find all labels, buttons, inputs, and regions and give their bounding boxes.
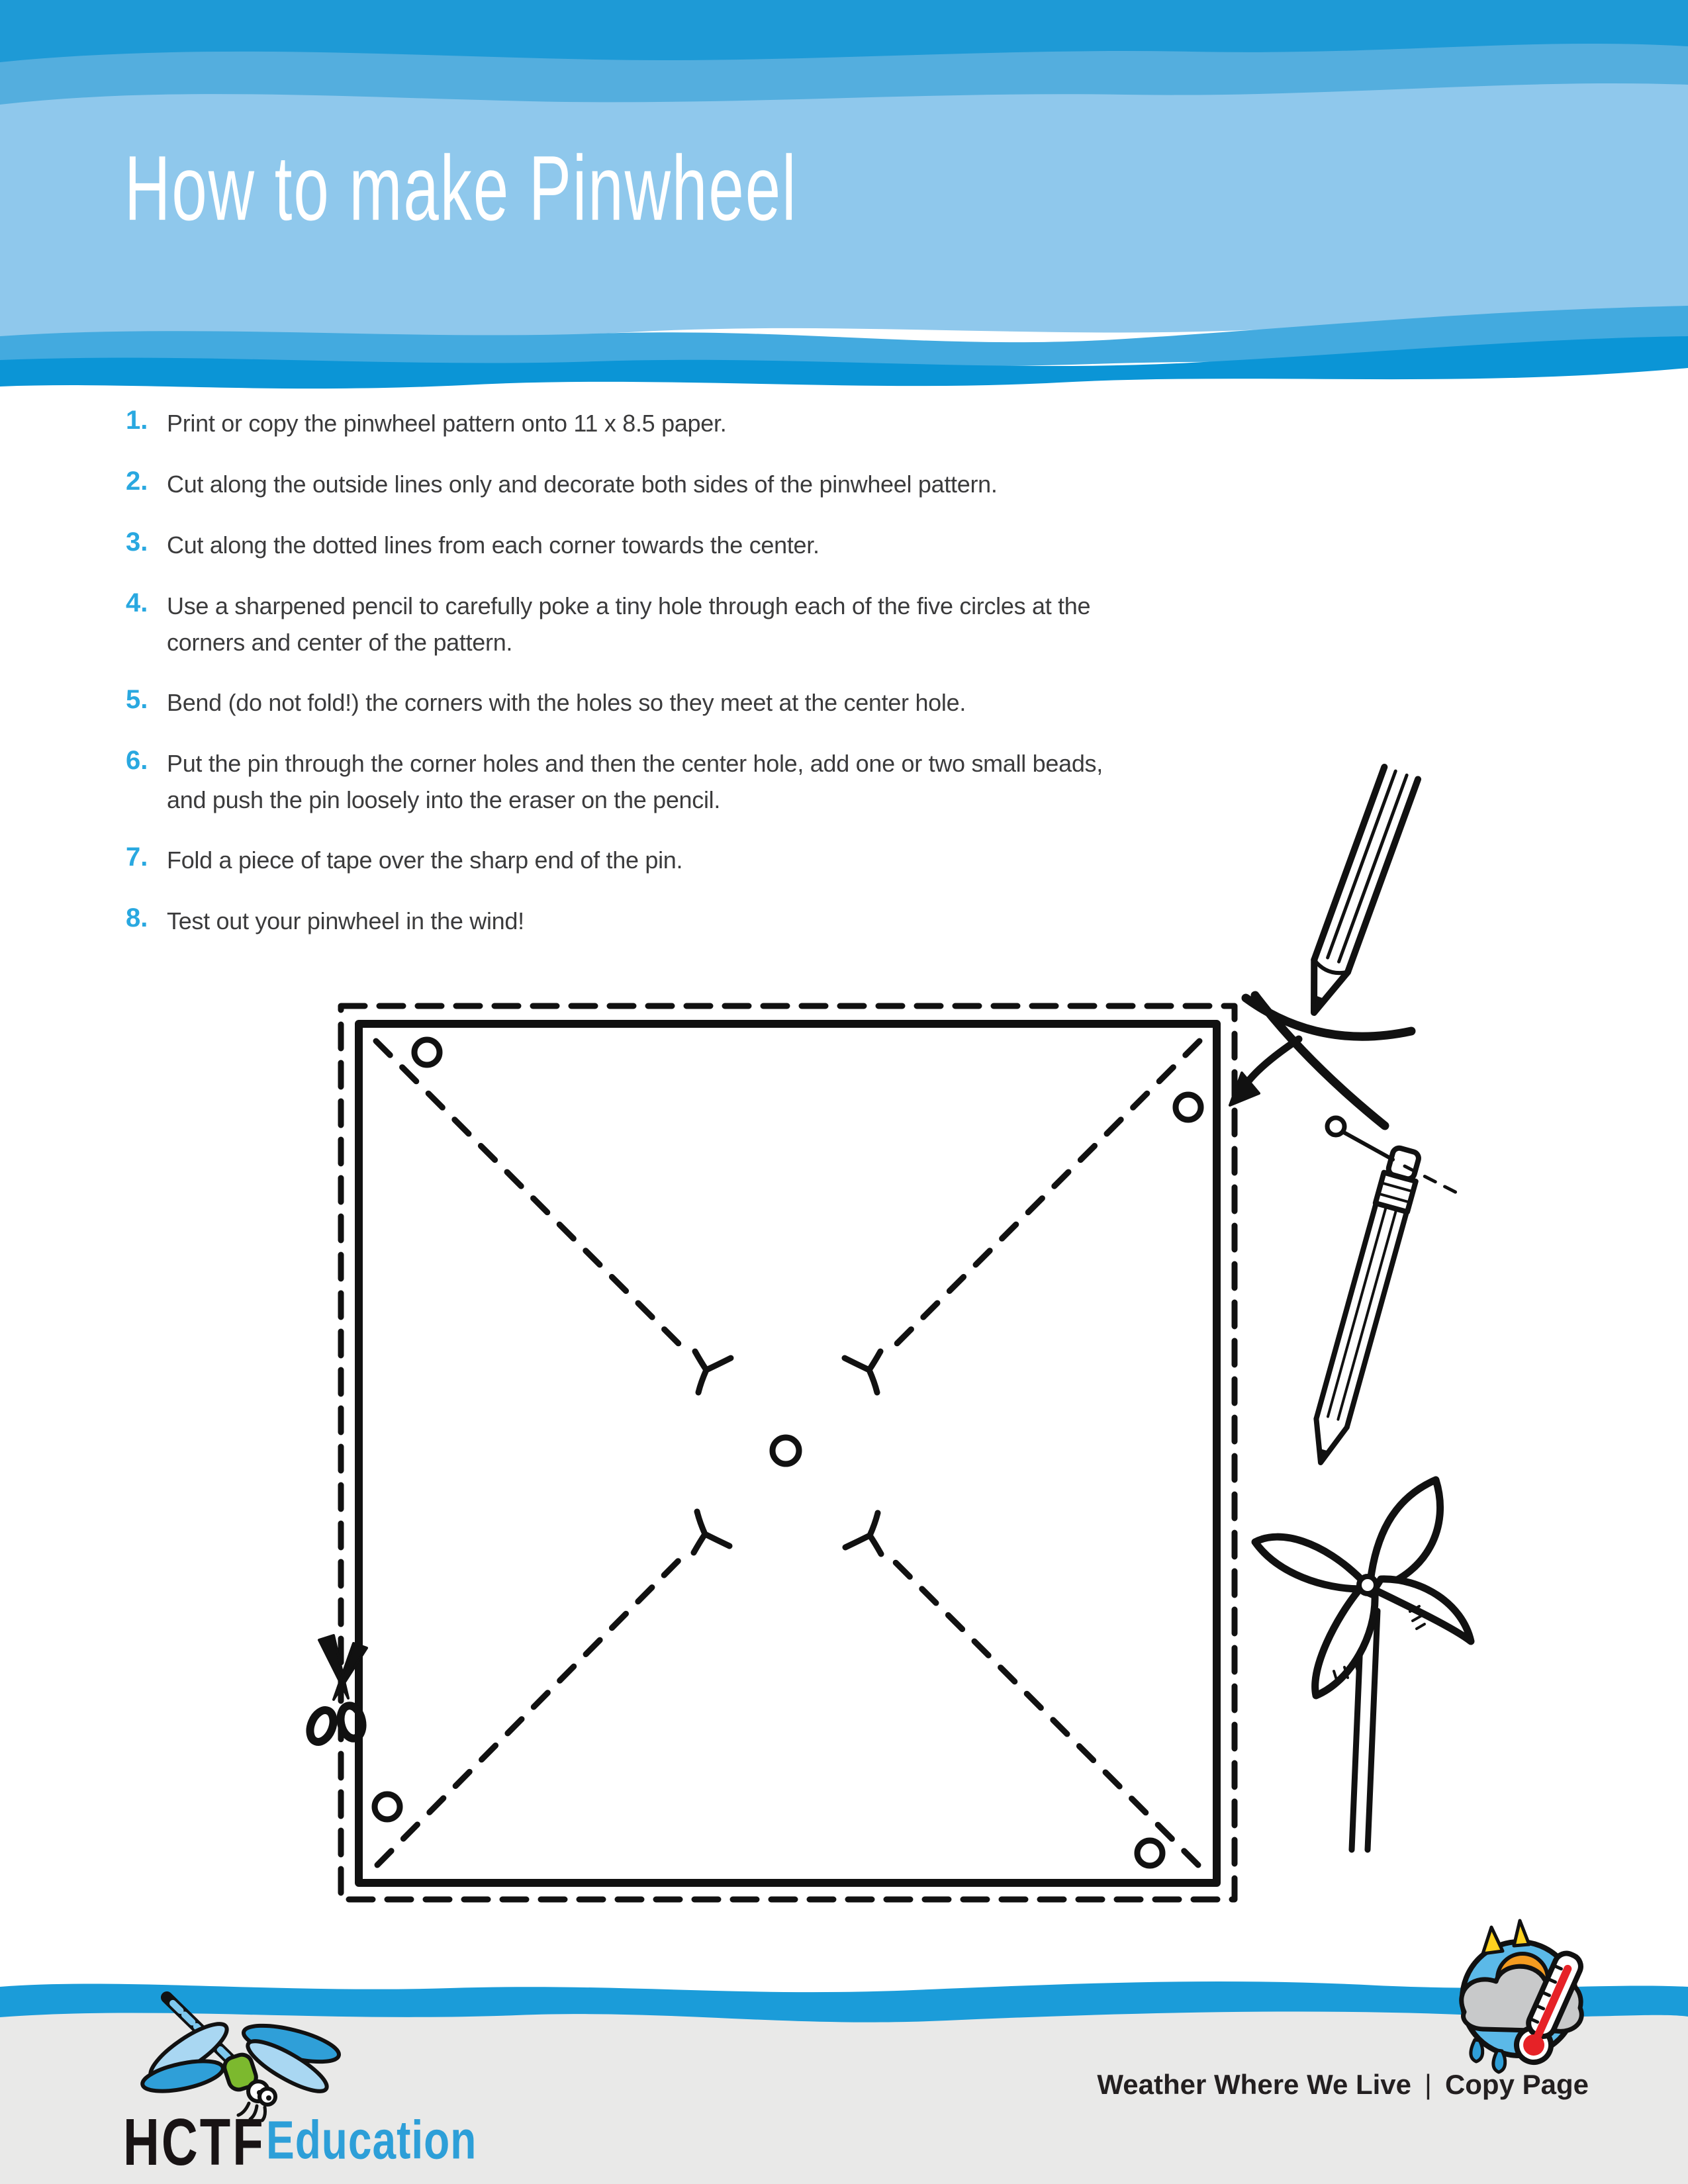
logo-education-text: Education	[266, 2109, 477, 2171]
instruction-item-5	[126, 684, 1238, 721]
diagonal-cut-line	[894, 1041, 1199, 1347]
diagonal-cut-line	[894, 1561, 1198, 1865]
corner-hole	[1176, 1095, 1201, 1120]
item-number: 4.	[126, 588, 148, 617]
instruction-item-1	[126, 405, 1238, 441]
corner-hole	[414, 1040, 440, 1065]
item-text: Bend (do not fold!) the corners with the holes so they meet at the center hole.	[167, 689, 966, 716]
item-number: 2.	[126, 467, 148, 496]
logo-hctf-text: HCTF	[123, 2105, 265, 2180]
item-number: 5.	[126, 685, 148, 714]
pinwheel-illustration	[1255, 1480, 1471, 1850]
footer-page-label	[1097, 2069, 1589, 2101]
pattern-square	[341, 1006, 1235, 1899]
instruction-item-3	[126, 527, 1238, 563]
center-hole	[773, 1437, 799, 1464]
corner-hole	[375, 1794, 400, 1819]
item-number: 3.	[126, 527, 148, 557]
item-number: 8.	[126, 903, 148, 933]
instruction-item-2	[126, 466, 1238, 502]
item-text: Cut along the dotted lines from each corner towards the center.	[167, 531, 820, 559]
diagonal-cut-line	[377, 1559, 680, 1865]
instruction-item-6: 6. Put the pin through the corner holes and then the center hole, add one or two small beads, and push the pin loosely into the eraser on the pencil.	[126, 745, 1238, 818]
cut-stop-mark	[695, 1351, 731, 1392]
book-title: Weather Where We Live	[1097, 2069, 1412, 2100]
page-label: Copy Page	[1444, 2069, 1589, 2100]
cut-stop-mark	[694, 1512, 729, 1553]
item-text: Cut along the outside lines only and decorate both sides of the pinwheel pattern.	[167, 471, 998, 498]
instruction-item-4: 4. Use a sharpened pencil to carefully poke a tiny hole through each of the five circles at the corners and center of the pattern.	[126, 588, 1238, 660]
page-title: How to make Pinwheel	[124, 137, 798, 240]
item-text: Test out your pinwheel in the wind!	[167, 907, 524, 934]
pencil-poke-illustration	[1230, 767, 1418, 1126]
item-number: 7.	[126, 842, 148, 872]
raindrop	[1471, 2040, 1483, 2062]
cut-stop-mark	[845, 1351, 880, 1392]
item-number: 1.	[126, 406, 148, 435]
cut-stop-mark	[845, 1513, 881, 1554]
diagonal-cut-line	[376, 1041, 682, 1347]
corner-hole	[1137, 1841, 1162, 1866]
divider: |	[1425, 2069, 1432, 2100]
item-text: Put the pin through the corner holes and then the center hole, add one or two small beads,	[167, 750, 1103, 777]
item-text: Print or copy the pinwheel pattern onto 11 x 8.5 paper.	[167, 410, 727, 437]
pin-illustration	[1327, 1118, 1464, 1197]
item-text: Fold a piece of tape over the sharp end of the pin.	[167, 846, 683, 874]
item-text: Use a sharpened pencil to carefully poke a tiny hole through each of the five circles at the	[167, 592, 1091, 619]
pencil-eraser-illustration	[1305, 1146, 1423, 1467]
pinwheel-pattern-diagram	[285, 728, 1609, 1919]
item-number: 6.	[126, 746, 148, 775]
